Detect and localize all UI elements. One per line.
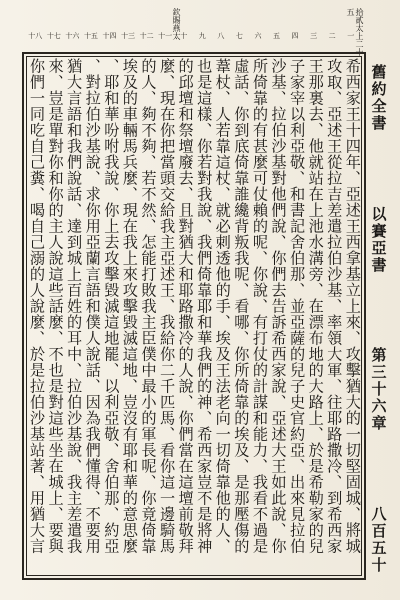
column-number-row <box>22 32 366 50</box>
text-column: 也是這樣、你若對我說、我們倚靠耶和華我們的神、希西家豈不是將神 <box>195 58 214 554</box>
page-header <box>22 6 366 56</box>
text-column: 你們一同吃自己糞、喝自己溺的人說麼、於是拉伯沙基站著、用猶大言 <box>28 58 46 554</box>
text-column: 、對拉伯沙基說、求你用亞蘭言語和僕人說話、因為我們懂得、不要用 <box>83 58 102 554</box>
column-number: 十二 <box>139 32 154 40</box>
text-column: 王那裏去、他就站在上池水溝旁、在漂布地的大路上、於是希勒家的兒 <box>306 58 325 554</box>
column-number: 十六 <box>65 32 80 40</box>
text-column: 攻取、亞述王從拉吉差遣拉伯沙基、率領大軍、往耶路撒冷、到希西家 <box>325 58 344 554</box>
column-number: 十八 <box>28 32 43 40</box>
text-column: 、耶和華吩咐我說、你上去攻擊毀滅這地罷、以利亞敬、舍伯那、約亞 <box>102 58 121 554</box>
chapter-label: 第三十六章 <box>369 347 388 433</box>
text-column: 希西家王十四年、亞述王西拿基立上來、攻擊猶大的一切堅固城、將城 <box>343 58 362 554</box>
column-number: 十七 <box>46 32 61 40</box>
page-number: 八百五十 <box>369 505 388 574</box>
column-number: 四 <box>291 32 299 40</box>
text-column: 埃及的車輛馬兵麼、現在我上來攻擊毀滅這地、豈沒有耶和華的意思麼 <box>120 58 139 554</box>
text-column: 沙基、拉伯沙基對他們說、你們去告訴希西家說、亞述大王如此說、你 <box>269 58 288 554</box>
section-title: 以賽亞書 <box>369 205 388 274</box>
reference-note-left: 欽賜燕太 <box>172 8 181 40</box>
column-number: 八 <box>217 32 225 40</box>
column-number: 十一 <box>158 32 173 40</box>
text-column: 麼、現在你把當頭交給我主亞述王、我給你二千匹馬、看你這一邊騎馬 <box>158 58 177 554</box>
book-title: 舊約全書 <box>369 64 388 132</box>
column-number: 一 <box>347 32 355 40</box>
column-number: 十 <box>180 32 188 40</box>
text-column: 來、豈是單對你和你的主人說這些話麼、不也是對這些坐在城上、要與 <box>46 58 65 554</box>
column-number: 七 <box>235 32 243 40</box>
running-head <box>364 64 392 574</box>
column-number: 二 <box>328 32 336 40</box>
column-number: 九 <box>198 32 206 40</box>
body-text <box>28 58 362 576</box>
text-column: 猶大言語和我們說話、達到城上百姓的耳中、拉伯沙基說、我主差遣我 <box>65 58 84 554</box>
text-column: 的邱壇和祭壇廢去、且對猶大和耶路撒冷的人說、你們當在這壇前敬拜 <box>176 58 195 554</box>
text-column: 所倚靠的有甚麼可仗賴的呢、你說、有打仗的計謀和能力、我看不過是 <box>250 58 269 554</box>
reference-note-right: 拾貳太上二十五 <box>346 8 364 56</box>
column-number: 十五 <box>83 32 98 40</box>
column-number: 十三 <box>121 32 136 40</box>
column-number: 五 <box>273 32 280 40</box>
text-column: 虛話、你到底倚靠誰纔背叛我呢、看哪、你所倚靠的埃及、是那壓傷的 <box>232 58 251 554</box>
text-column: 葦杖、人若靠這杖、就必刺透他的手、埃及王法老向一切倚靠他的人、 <box>213 58 232 554</box>
column-number: 六 <box>254 32 262 40</box>
text-column: 子家宰以利亞敬、和書記舍伯那、並亞薩的兒子史官約亞、出來見拉伯 <box>288 58 307 554</box>
column-number: 十四 <box>102 32 117 40</box>
text-column: 的人、夠不夠、若不然、怎能打敗我主臣僕中最小的軍長呢、你竟倚靠 <box>139 58 158 554</box>
column-number: 三 <box>310 32 318 40</box>
